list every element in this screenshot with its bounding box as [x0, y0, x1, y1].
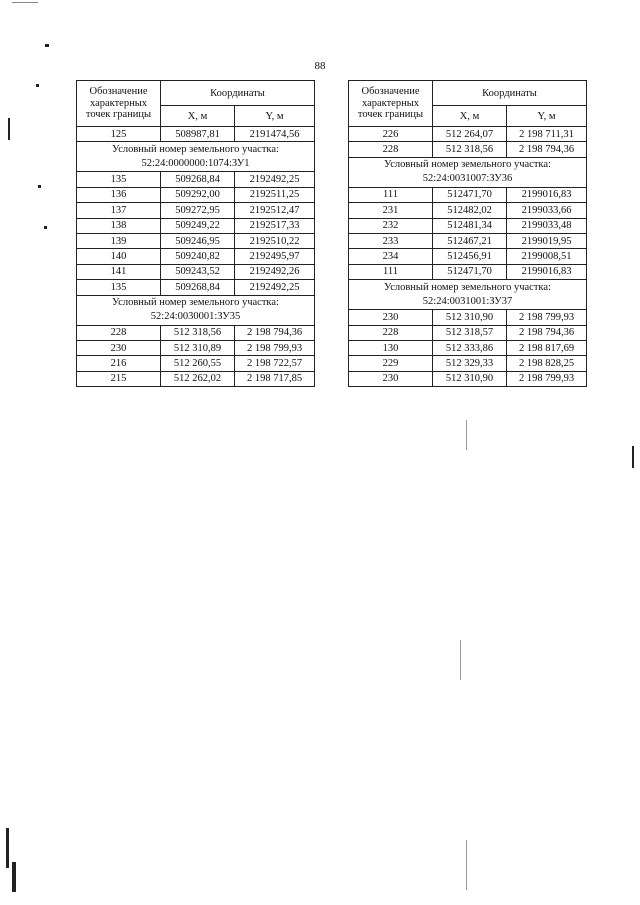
table-row: [77, 264, 315, 279]
coordinates-table-right: [348, 80, 587, 387]
page-number: 88: [314, 60, 326, 72]
table-row: [349, 371, 587, 386]
x-header: X, м: [161, 106, 235, 127]
scan-mark: [12, 2, 38, 3]
point-cell: 216: [77, 356, 161, 371]
y-cell: 2191474,56: [235, 127, 315, 142]
y-cell: 2 198 817,69: [507, 340, 587, 355]
x-cell: 512456,91: [433, 249, 507, 264]
point-cell: 111: [349, 264, 433, 279]
table-row: [77, 172, 315, 187]
y-cell: 2199033,48: [507, 218, 587, 233]
x-cell: 512 260,55: [161, 356, 235, 371]
table-row: [77, 127, 315, 142]
point-cell: 230: [349, 371, 433, 386]
x-cell: 509272,95: [161, 203, 235, 218]
point-cell: 230: [349, 310, 433, 325]
scan-mark: [12, 862, 16, 892]
y-cell: 2 198 711,31: [507, 127, 587, 142]
y-cell: 2192511,25: [235, 187, 315, 202]
point-cell: 231: [349, 203, 433, 218]
point-cell: 228: [349, 325, 433, 340]
y-cell: 2192495,97: [235, 249, 315, 264]
x-cell: 512 262,02: [161, 371, 235, 386]
point-cell: 135: [77, 280, 161, 295]
coordinates-header: Координаты: [433, 81, 587, 106]
x-cell: 512471,70: [433, 187, 507, 202]
x-cell: 509268,84: [161, 280, 235, 295]
table-row: [77, 340, 315, 355]
coordinates-header: Координаты: [161, 81, 315, 106]
x-cell: 509268,84: [161, 172, 235, 187]
point-cell: 135: [77, 172, 161, 187]
table-row: [349, 203, 587, 218]
point-cell: 111: [349, 187, 433, 202]
y-cell: 2 198 722,57: [235, 356, 315, 371]
point-cell: 139: [77, 233, 161, 248]
scan-mark: [8, 118, 10, 140]
point-cell: 215: [77, 371, 161, 386]
table-row: [349, 356, 587, 371]
section-row: [77, 142, 315, 172]
y-cell: 2199033,66: [507, 203, 587, 218]
x-cell: 512467,21: [433, 233, 507, 248]
scan-mark: [6, 828, 9, 868]
x-cell: 512 318,56: [161, 325, 235, 340]
point-cell: 233: [349, 233, 433, 248]
table-row: [77, 249, 315, 264]
table-row: [349, 127, 587, 142]
table-row: [77, 280, 315, 295]
table-row: [77, 325, 315, 340]
x-cell: 512 310,90: [433, 310, 507, 325]
table-row: [349, 249, 587, 264]
x-cell: 512 333,86: [433, 340, 507, 355]
y-cell: 2 198 794,36: [507, 325, 587, 340]
section-row: [349, 157, 587, 187]
point-cell: 125: [77, 127, 161, 142]
section-row: [77, 295, 315, 325]
point-cell: 228: [77, 325, 161, 340]
y-cell: 2192517,33: [235, 218, 315, 233]
point-cell: 232: [349, 218, 433, 233]
land-plot-number: Условный номер земельного участка: 52:24:0031001:ЗУ37: [349, 280, 587, 310]
x-cell: 512 318,57: [433, 325, 507, 340]
table-row: [77, 218, 315, 233]
land-plot-number: Условный номер земельного участка: 52:24:0030001:ЗУ35: [77, 295, 315, 325]
table-row: [349, 187, 587, 202]
x-cell: 509243,52: [161, 264, 235, 279]
land-plot-number: Условный номер земельного участка: 52:24:0000000:1074:ЗУ1: [77, 142, 315, 172]
scan-mark: [632, 446, 634, 468]
table-row: [77, 356, 315, 371]
x-cell: 509246,95: [161, 233, 235, 248]
point-cell: 140: [77, 249, 161, 264]
x-cell: 512471,70: [433, 264, 507, 279]
x-cell: 512 329,33: [433, 356, 507, 371]
y-header: Y, м: [507, 106, 587, 127]
point-cell: 234: [349, 249, 433, 264]
y-cell: 2 198 717,85: [235, 371, 315, 386]
coordinates-table-left: [76, 80, 315, 387]
section-row: [349, 280, 587, 310]
y-cell: 2 198 799,93: [507, 310, 587, 325]
table-row: [77, 233, 315, 248]
x-cell: 508987,81: [161, 127, 235, 142]
table-row: [349, 325, 587, 340]
y-cell: 2 198 794,36: [507, 142, 587, 157]
y-cell: 2192492,25: [235, 172, 315, 187]
point-cell: 141: [77, 264, 161, 279]
x-header: X, м: [433, 106, 507, 127]
point-cell: 228: [349, 142, 433, 157]
scan-speck: [466, 840, 467, 890]
land-plot-number: Условный номер земельного участка: 52:24:0031007:ЗУ36: [349, 157, 587, 187]
point-cell: 130: [349, 340, 433, 355]
x-cell: 509249,22: [161, 218, 235, 233]
y-cell: 2199019,95: [507, 233, 587, 248]
table-row: [349, 264, 587, 279]
scan-speck: [466, 420, 467, 450]
point-label-header: Обозначение характерных точек границы: [349, 81, 433, 127]
x-cell: 512482,02: [433, 203, 507, 218]
x-cell: 512 310,89: [161, 340, 235, 355]
x-cell: 509292,00: [161, 187, 235, 202]
table-row: [77, 187, 315, 202]
point-cell: 138: [77, 218, 161, 233]
scan-speck: [460, 640, 461, 680]
y-cell: 2199016,83: [507, 264, 587, 279]
point-cell: 137: [77, 203, 161, 218]
x-cell: 512481,34: [433, 218, 507, 233]
y-cell: 2 198 794,36: [235, 325, 315, 340]
y-cell: 2 198 799,93: [507, 371, 587, 386]
y-cell: 2192510,22: [235, 233, 315, 248]
y-cell: 2192492,26: [235, 264, 315, 279]
scan-mark: [45, 44, 49, 47]
point-label-header: Обозначение характерных точек границы: [77, 81, 161, 127]
scan-mark: [44, 226, 47, 229]
point-cell: 226: [349, 127, 433, 142]
y-header: Y, м: [235, 106, 315, 127]
table-row: [77, 371, 315, 386]
x-cell: 512 318,56: [433, 142, 507, 157]
y-cell: 2 198 799,93: [235, 340, 315, 355]
table-row: [349, 310, 587, 325]
table-row: [349, 142, 587, 157]
y-cell: 2 198 828,25: [507, 356, 587, 371]
point-cell: 136: [77, 187, 161, 202]
y-cell: 2192492,25: [235, 280, 315, 295]
scan-mark: [36, 84, 39, 87]
point-cell: 230: [77, 340, 161, 355]
y-cell: 2192512,47: [235, 203, 315, 218]
x-cell: 512 264,07: [433, 127, 507, 142]
table-row: [349, 218, 587, 233]
point-cell: 229: [349, 356, 433, 371]
y-cell: 2199016,83: [507, 187, 587, 202]
y-cell: 2199008,51: [507, 249, 587, 264]
table-row: [349, 340, 587, 355]
x-cell: 512 310,90: [433, 371, 507, 386]
table-row: [77, 203, 315, 218]
x-cell: 509240,82: [161, 249, 235, 264]
scan-mark: [38, 185, 41, 188]
table-row: [349, 233, 587, 248]
